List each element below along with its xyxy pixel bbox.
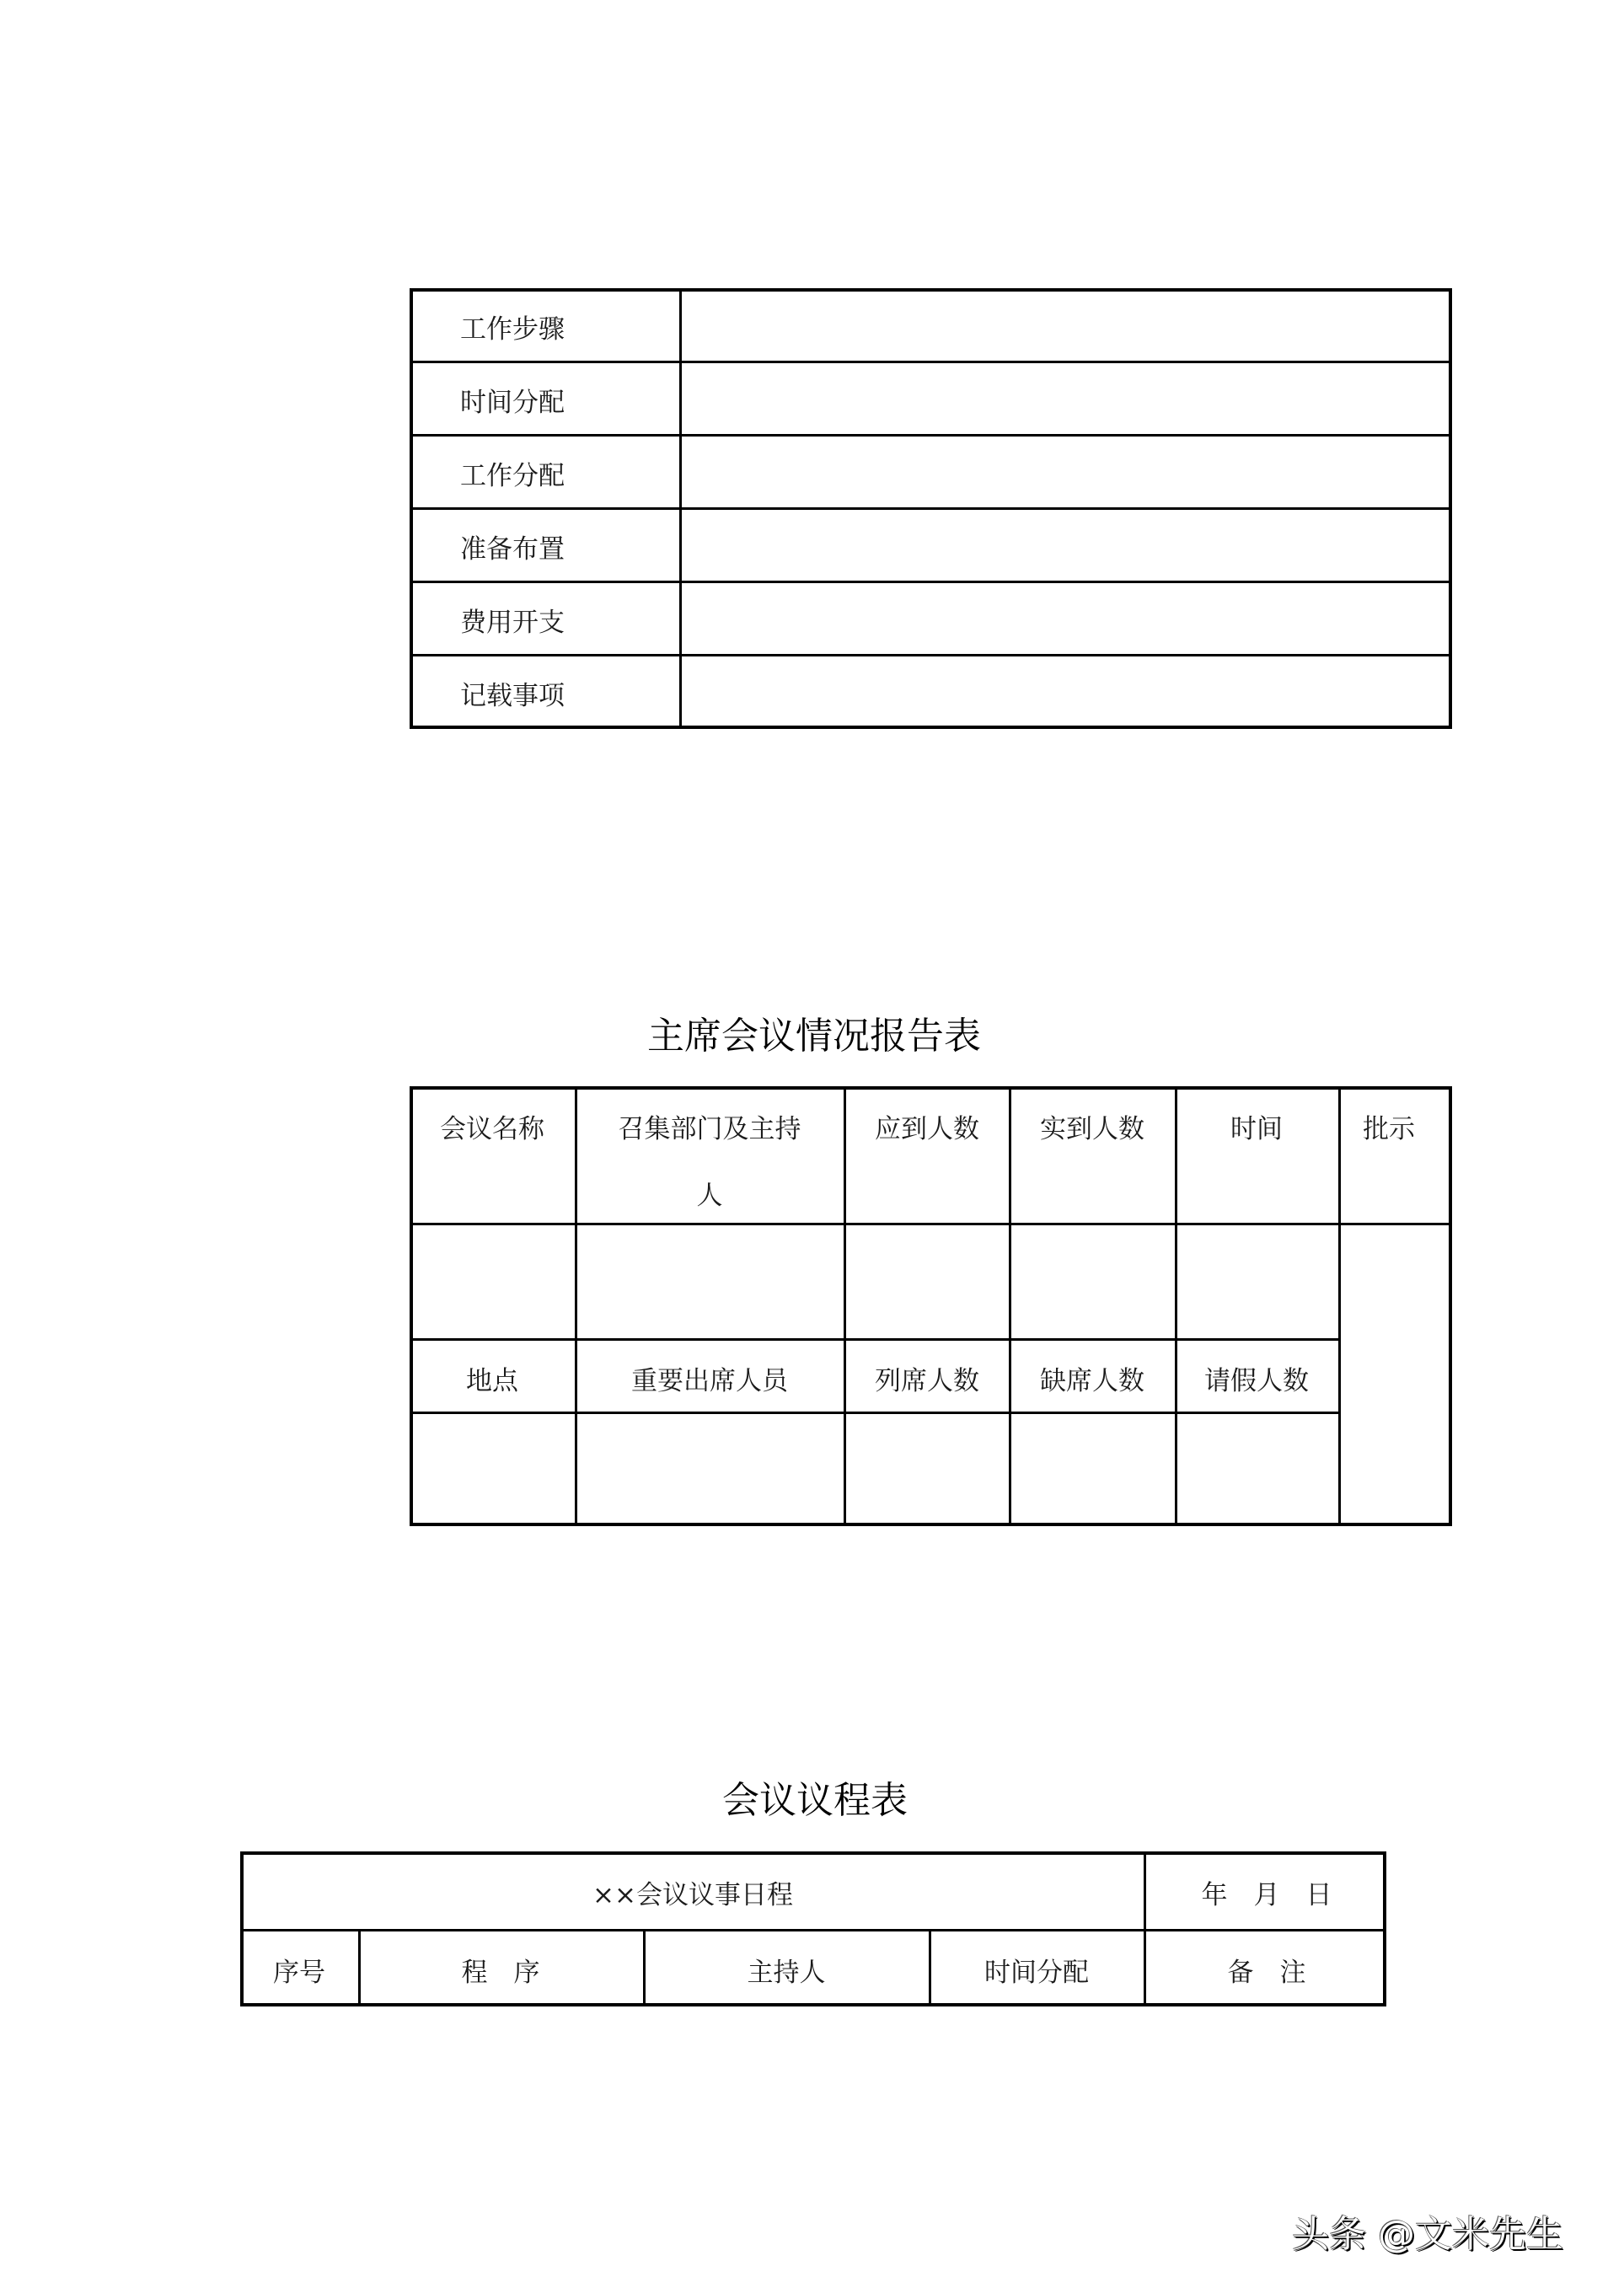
cell-meeting-name[interactable]	[413, 1226, 575, 1338]
table-divider	[643, 1929, 646, 2006]
table-divider	[358, 1929, 361, 2006]
header-observer-count: 列席人数	[875, 1366, 979, 1396]
header-convening-dept-host: 召集部门及主持	[618, 1114, 801, 1144]
cell-convening-dept-host[interactable]	[577, 1226, 844, 1338]
row-label-time-allocation: 时间分配	[460, 388, 565, 418]
cell-location[interactable]	[413, 1415, 575, 1523]
cell-key-attendees[interactable]	[577, 1415, 844, 1523]
cell-time[interactable]	[1177, 1226, 1338, 1338]
agenda-title: 会议议程表	[722, 1779, 908, 1822]
header-convening-dept-host-wrap: 人	[696, 1181, 723, 1211]
column-header-procedure: 程 序	[461, 1958, 540, 1988]
row-label-expenses: 费用开支	[460, 608, 565, 638]
header-location: 地点	[466, 1366, 518, 1396]
header-time: 时间	[1230, 1114, 1283, 1144]
table-divider	[410, 361, 1452, 363]
table-divider	[1144, 1851, 1146, 2006]
cell-leave-count[interactable]	[1177, 1415, 1338, 1523]
row-label-notes: 记载事项	[460, 681, 565, 711]
chairman-report-title: 主席会议情况报告表	[647, 1015, 981, 1058]
column-header-remarks: 备 注	[1227, 1958, 1306, 1988]
agenda-top-title: ××会议议事日程	[592, 1880, 793, 1910]
row-label-work-assignment: 工作分配	[460, 461, 565, 491]
cell-instructions[interactable]	[1341, 1226, 1449, 1523]
header-instructions: 批示	[1363, 1114, 1415, 1144]
agenda-date: 年 月 日	[1201, 1880, 1332, 1910]
value-cell-notes[interactable]	[683, 657, 1449, 726]
row-label-preparation: 准备布置	[460, 534, 565, 565]
cell-absent-count[interactable]	[1011, 1415, 1175, 1523]
header-key-attendees: 重要出席人员	[631, 1366, 788, 1396]
table-divider	[410, 434, 1452, 437]
cell-observer-count[interactable]	[846, 1415, 1009, 1523]
column-header-number: 序号	[273, 1958, 325, 1988]
header-leave-count: 请假人数	[1204, 1366, 1309, 1396]
cell-expected-count[interactable]	[846, 1226, 1009, 1338]
column-header-host: 主持人	[747, 1958, 826, 1988]
table-divider	[410, 1223, 1452, 1225]
table-divider	[240, 1929, 1386, 1931]
value-cell-time-allocation[interactable]	[683, 364, 1449, 433]
value-cell-work-steps[interactable]	[683, 292, 1449, 361]
column-header-time-allocation: 时间分配	[984, 1958, 1089, 1988]
table-divider	[410, 1338, 1340, 1341]
row-label-work-steps: 工作步骤	[460, 314, 565, 345]
watermark: 头条 @文米先生	[1292, 2213, 1563, 2256]
header-absent-count: 缺席人数	[1040, 1366, 1144, 1396]
table-divider	[410, 507, 1452, 510]
header-meeting-name: 会议名称	[440, 1114, 544, 1144]
table-divider	[410, 1412, 1340, 1414]
table-divider	[410, 654, 1452, 656]
header-expected-count: 应到人数	[875, 1114, 979, 1144]
header-actual-count: 实到人数	[1040, 1114, 1144, 1144]
cell-actual-count[interactable]	[1011, 1226, 1175, 1338]
value-cell-preparation[interactable]	[683, 511, 1449, 580]
value-cell-work-assignment[interactable]	[683, 437, 1449, 506]
table-divider	[929, 1929, 931, 2006]
table-divider	[410, 581, 1452, 583]
value-cell-expenses[interactable]	[683, 584, 1449, 653]
